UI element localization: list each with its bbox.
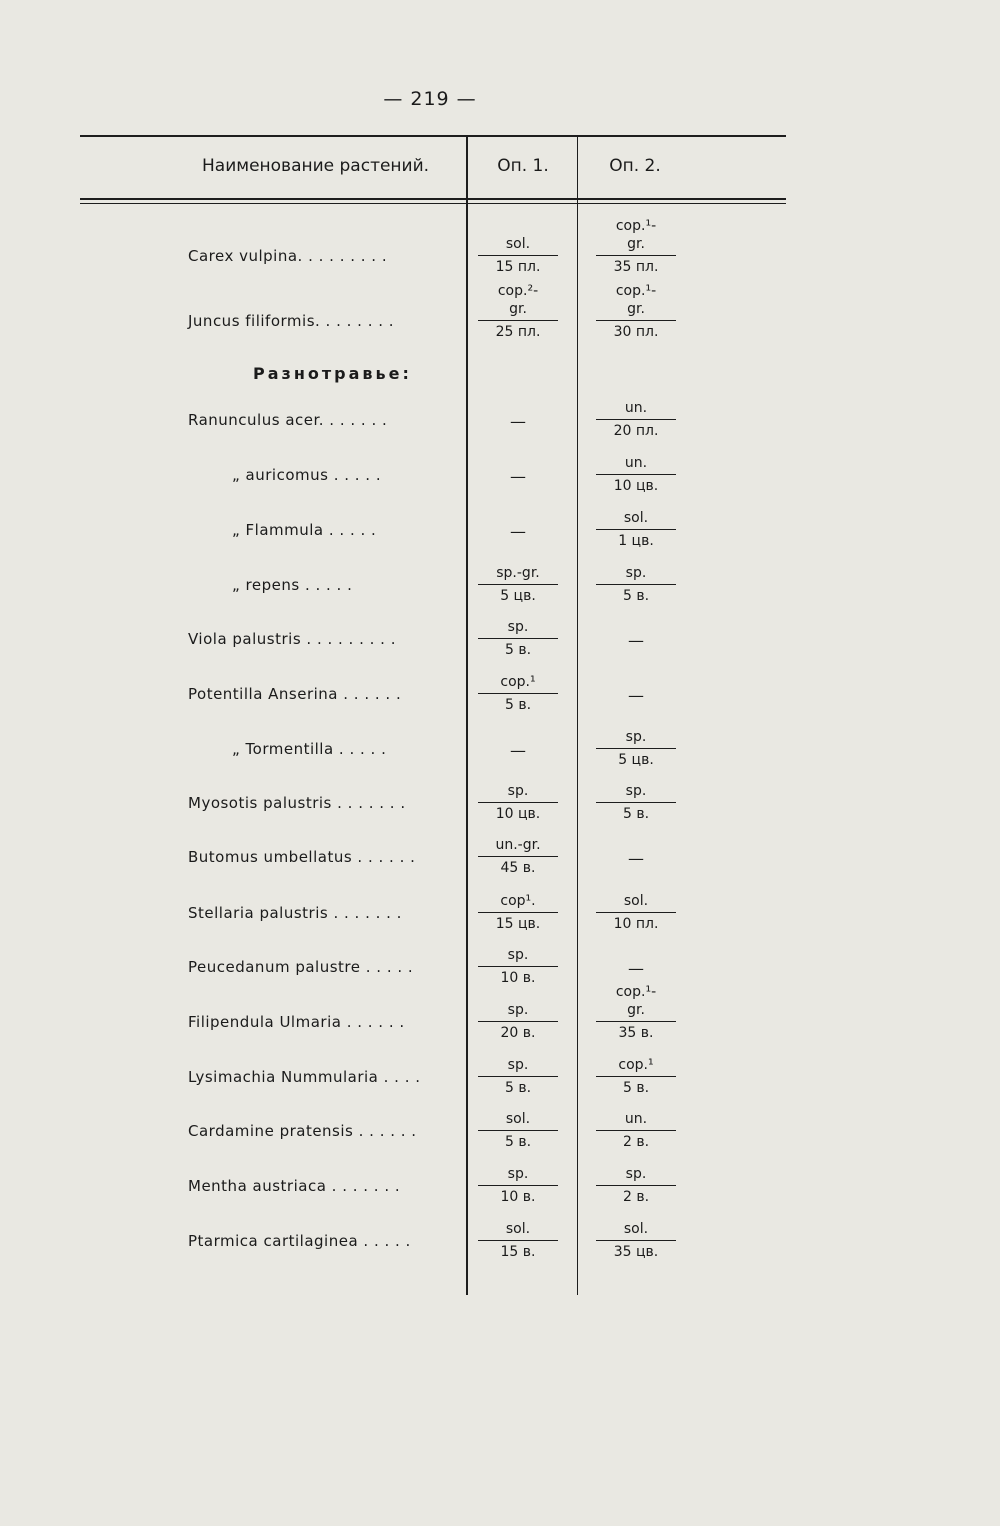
plant-name: Juncus filiformis. . . . . . . . — [188, 312, 395, 330]
op1-value — [478, 892, 558, 933]
abundance: cop.²- gr. — [478, 282, 558, 321]
op2-value — [596, 728, 676, 769]
op2-value — [596, 1220, 676, 1261]
abundance: sol. — [596, 1220, 676, 1241]
header-bottom-rule — [80, 198, 786, 200]
abundance: sol. — [478, 1110, 558, 1131]
abundance: cop.¹- gr. — [596, 282, 676, 321]
plant-name: „ Flammula . . . . . — [232, 521, 377, 539]
count: 20 пл. — [613, 423, 659, 439]
abundance: sp. — [596, 564, 676, 585]
plant-name: „ auricomus . . . . . — [232, 466, 382, 484]
abundance: cop.¹ — [478, 673, 558, 694]
op1-value — [478, 673, 558, 714]
count: 5 цв. — [618, 752, 654, 768]
absent-dash: — — [628, 631, 644, 650]
header-op1: Оп. 1. — [497, 156, 549, 176]
op2-value — [596, 632, 676, 650]
abundance: cop.¹- gr. — [596, 217, 676, 256]
header-name-column: Наименование растений. — [202, 156, 430, 176]
count: 15 в. — [500, 1244, 536, 1260]
plant-name: Potentilla Anserina . . . . . . — [188, 685, 402, 703]
op1-value — [478, 946, 558, 987]
abundance: sp. — [596, 782, 676, 803]
count: 45 в. — [500, 860, 536, 876]
count: 35 цв. — [613, 1244, 659, 1260]
abundance: sp. — [596, 728, 676, 749]
plant-name: Cardamine pratensis . . . . . . — [188, 1122, 417, 1140]
count: 25 пл. — [495, 324, 541, 340]
count: 15 пл. — [495, 259, 541, 275]
abundance: cop.¹ — [596, 1056, 676, 1077]
op1-value — [478, 618, 558, 659]
op2-value — [596, 454, 676, 495]
abundance: sp. — [478, 618, 558, 639]
plant-name: Ptarmica cartilaginea . . . . . — [188, 1232, 411, 1250]
column-divider-1 — [466, 137, 468, 1295]
op2-value — [596, 399, 676, 440]
op1-value — [478, 836, 558, 877]
count: 20 в. — [500, 1025, 536, 1041]
count: 10 цв. — [495, 806, 541, 822]
plant-name: Ranunculus acer. . . . . . . — [188, 411, 388, 429]
op1-value — [478, 564, 558, 605]
plant-name: Filipendula Ulmaria . . . . . . — [188, 1013, 405, 1031]
op2-value — [596, 282, 676, 341]
op1-value — [478, 1165, 558, 1206]
abundance: cop¹. — [478, 892, 558, 913]
count: 10 пл. — [613, 916, 659, 932]
count: 5 в. — [504, 1134, 532, 1150]
count: 5 в. — [622, 1080, 650, 1096]
op2-value — [596, 960, 676, 978]
abundance: sol. — [478, 1220, 558, 1241]
op1-value — [478, 468, 558, 486]
count: 2 в. — [622, 1134, 650, 1150]
plant-name: Viola palustris . . . . . . . . . — [188, 630, 396, 648]
count: 10 в. — [500, 1189, 536, 1205]
plant-name: Myosotis palustris . . . . . . . — [188, 794, 406, 812]
plant-name: „ Tormentilla . . . . . — [232, 740, 387, 758]
count: 2 в. — [622, 1189, 650, 1205]
op2-value — [596, 892, 676, 933]
op1-value — [478, 282, 558, 341]
abundance: sp. — [478, 1056, 558, 1077]
absent-dash: — — [628, 686, 644, 705]
header-bottom-rule-2 — [80, 203, 786, 204]
abundance: sp.-gr. — [478, 564, 558, 585]
table-top-rule — [80, 135, 786, 137]
abundance: sp. — [478, 1165, 558, 1186]
absent-dash: — — [510, 467, 526, 486]
count: 1 цв. — [618, 533, 654, 549]
op1-value — [478, 782, 558, 823]
plant-name: Peucedanum palustre . . . . . — [188, 958, 414, 976]
absent-dash: — — [510, 741, 526, 760]
op2-value — [596, 564, 676, 605]
column-divider-2 — [577, 137, 578, 1295]
plant-name: Mentha austriaca . . . . . . . — [188, 1177, 401, 1195]
count: 5 в. — [622, 588, 650, 604]
absent-dash: — — [628, 959, 644, 978]
op1-value — [478, 523, 558, 541]
op2-value — [596, 983, 676, 1042]
count: 15 цв. — [495, 916, 541, 932]
op1-value — [478, 1110, 558, 1151]
count: 10 цв. — [613, 478, 659, 494]
plant-name: Butomus umbellatus . . . . . . — [188, 848, 416, 866]
op1-value — [478, 1056, 558, 1097]
count: 10 в. — [500, 970, 536, 986]
absent-dash: — — [510, 522, 526, 541]
op2-value — [596, 687, 676, 705]
abundance: sol. — [596, 509, 676, 530]
count: 5 в. — [504, 697, 532, 713]
abundance: cop.¹- gr. — [596, 983, 676, 1022]
section-forbs: Разнотравье: — [253, 364, 412, 383]
abundance: un. — [596, 399, 676, 420]
count: 30 пл. — [613, 324, 659, 340]
absent-dash: — — [628, 849, 644, 868]
abundance: sp. — [478, 782, 558, 803]
op2-value — [596, 217, 676, 276]
header-op2: Оп. 2. — [609, 156, 661, 176]
abundance: sp. — [478, 946, 558, 967]
op2-value — [596, 1056, 676, 1097]
op1-value — [478, 235, 558, 276]
absent-dash: — — [510, 412, 526, 431]
count: 35 в. — [618, 1025, 654, 1041]
count: 5 цв. — [500, 588, 536, 604]
op2-value — [596, 850, 676, 868]
abundance: un. — [596, 1110, 676, 1131]
op1-value — [478, 1001, 558, 1042]
op2-value — [596, 782, 676, 823]
op1-value — [478, 1220, 558, 1261]
abundance: un.-gr. — [478, 836, 558, 857]
plant-name: Carex vulpina. . . . . . . . . — [188, 247, 388, 265]
abundance: sp. — [478, 1001, 558, 1022]
op2-value — [596, 1110, 676, 1151]
abundance: sol. — [478, 235, 558, 256]
op2-value — [596, 509, 676, 550]
plant-name: „ repens . . . . . — [232, 576, 353, 594]
count: 5 в. — [504, 1080, 532, 1096]
count: 5 в. — [504, 642, 532, 658]
count: 35 пл. — [613, 259, 659, 275]
abundance: sol. — [596, 892, 676, 913]
op1-value — [478, 413, 558, 431]
plant-name: Lysimachia Nummularia . . . . — [188, 1068, 421, 1086]
abundance: un. — [596, 454, 676, 475]
abundance: sp. — [596, 1165, 676, 1186]
page-number: — 219 — — [383, 88, 477, 110]
count: 5 в. — [622, 806, 650, 822]
plant-name: Stellaria palustris . . . . . . . — [188, 904, 402, 922]
op2-value — [596, 1165, 676, 1206]
op1-value — [478, 742, 558, 760]
